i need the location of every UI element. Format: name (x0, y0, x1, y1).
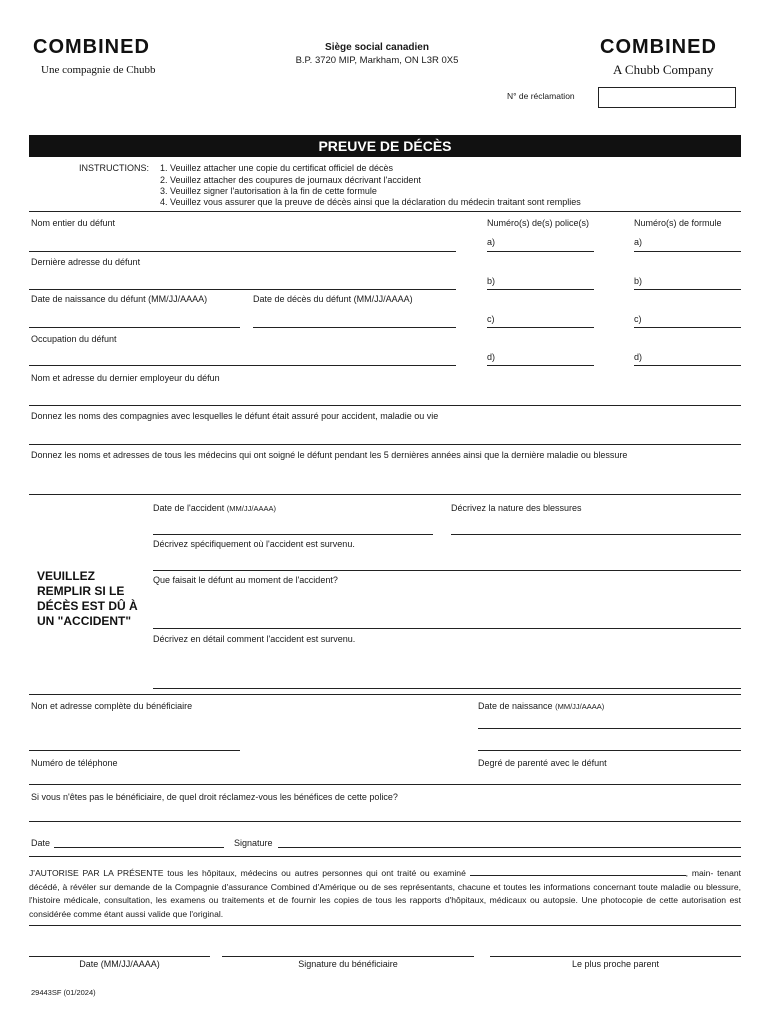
instruction-item: 3. Veuillez signer l'autorisation à la fin de cette formule (160, 186, 377, 196)
deceased-full-name-label: Nom entier du défunt (31, 218, 116, 228)
form-numbers-label: Numéro(s) de formule (634, 218, 722, 228)
claim-right-label: Si vous n'êtes pas le bénéficiaire, de quel droit réclamez-vous les bénéfices de cette police? (31, 792, 398, 802)
authorization-text-1-end: , main- (685, 868, 714, 878)
divider (29, 856, 741, 857)
accident-description-label: Décrivez en détail comment l'accident est survenu. (153, 634, 356, 644)
accident-date-label (153, 503, 276, 513)
deceased-birth-date-field[interactable] (29, 327, 240, 328)
form-letter: b) (634, 276, 643, 286)
claim-right-field[interactable] (29, 821, 741, 822)
form-field-b[interactable] (634, 289, 741, 290)
authorization-lead: J'AUTORISE PAR LA PRÉSENTE (29, 868, 164, 878)
form-field-c[interactable] (634, 327, 741, 328)
office-address: B.P. 3720 MIP, Markham, ON L3R 0X5 (295, 55, 459, 66)
policy-letter: c) (487, 314, 495, 324)
form-field-a[interactable] (634, 251, 741, 252)
policy-field-a[interactable] (487, 251, 594, 252)
office-title: Siège social canadien (325, 42, 429, 53)
authorization-text-1: tous les hôpitaux, médecins ou autres personnes qui ont traité ou examiné (163, 868, 466, 878)
form-letter: d) (634, 352, 643, 362)
accident-date-text: Date de l'accident (153, 503, 225, 513)
logo-left-tagline: Une compagnie de Chubb (41, 64, 156, 76)
divider (29, 694, 741, 695)
beneficiary-birth-label (478, 701, 604, 711)
policy-numbers-label: Numéro(s) de(s) police(s) (487, 218, 590, 228)
deceased-occupation-field[interactable] (29, 365, 456, 366)
beneficiary-birth-field[interactable] (478, 728, 741, 729)
deceased-last-address-field[interactable] (29, 289, 456, 290)
form-code: 29443SF (01/2024) (31, 988, 96, 997)
form-letter: c) (634, 314, 642, 324)
policy-letter: d) (487, 352, 496, 362)
accident-date-field[interactable] (153, 534, 433, 535)
deceased-full-name-field[interactable] (29, 251, 456, 252)
injuries-field[interactable] (451, 534, 741, 535)
claim-number-field[interactable] (598, 87, 736, 108)
form-letter: a) (634, 237, 643, 247)
employer-field[interactable] (29, 405, 741, 406)
accident-date-format: (MM/JJ/AAAA) (226, 504, 276, 513)
deceased-last-address-label: Dernière adresse du défunt (31, 257, 141, 267)
signature-label: Signature (234, 838, 273, 848)
deceased-death-date-label: Date de décès du défunt (MM/JJ/AAAA) (253, 294, 413, 304)
logo-right-tagline: A Chubb Company (613, 62, 714, 77)
policy-field-b[interactable] (487, 289, 594, 290)
policy-field-d[interactable] (487, 365, 594, 366)
phone-relationship-field[interactable] (29, 784, 741, 785)
date-field[interactable] (54, 847, 224, 848)
auth-beneficiary-caption: Signature du bénéficiaire (298, 959, 398, 969)
phone-label: Numéro de téléphone (31, 758, 118, 768)
auth-next-of-kin-caption: Le plus proche parent (571, 959, 660, 969)
deceased-birth-date-label: Date de naissance du défunt (MM/JJ/AAAA) (31, 294, 208, 304)
accident-location-label: Décrivez spécifiquement où l'accident est survenu. (153, 539, 355, 549)
signature-field[interactable] (278, 847, 741, 848)
instruction-item: 4. Veuillez vous assurer que la preuve de décès ainsi que la déclaration du médecin traitant sont remplies (160, 197, 581, 207)
form-title: PREUVE DE DÉCÈS (29, 135, 741, 157)
deceased-death-date-field[interactable] (253, 327, 456, 328)
beneficiary-birth-format: (MM/JJ/AAAA) (555, 702, 605, 711)
employer-label: Nom et adresse du dernier employeur du défun (31, 373, 220, 383)
insurance-companies-field[interactable] (29, 444, 741, 445)
examined-person-field[interactable] (470, 866, 686, 876)
policy-field-c[interactable] (487, 327, 594, 328)
injuries-label: Décrivez la nature des blessures (451, 503, 582, 513)
relationship-label: Degré de parenté avec le défunt (478, 758, 607, 768)
accident-section-title: VEUILLEZ REMPLIR SI LE DÉCÈS EST DÛ À UN "ACCIDENT" (37, 569, 138, 628)
beneficiary-birth-field-2[interactable] (478, 750, 741, 751)
auth-next-of-kin-field[interactable] (490, 956, 741, 957)
deceased-activity-label: Que faisait le défunt au moment de l'accident? (153, 575, 338, 585)
doctors-field[interactable] (29, 494, 741, 495)
deceased-activity-field[interactable] (153, 628, 741, 629)
instruction-item: 2. Veuillez attacher des coupures de journaux décrivant l'accident (160, 175, 421, 185)
combined-logo-right: COMBINED (600, 36, 717, 58)
deceased-occupation-label: Occupation du défunt (31, 334, 117, 344)
auth-beneficiary-signature-field[interactable] (222, 956, 474, 957)
authorization-paragraph (29, 866, 741, 921)
divider (29, 211, 741, 212)
insurance-companies-label: Donnez les noms des compagnies avec lesquelles le défunt était assuré pour accident, maladie ou vie (31, 411, 439, 421)
doctors-label: Donnez les noms et adresses de tous les médecins qui ont soigné le défunt pendant les 5 dernières années ainsi que la dernière maladie ou blessure (31, 450, 628, 460)
accident-location-field[interactable] (153, 570, 741, 571)
combined-logo-left: COMBINED (33, 36, 150, 58)
beneficiary-name-label: Non et adresse complète du bénéficiaire (31, 701, 193, 711)
beneficiary-name-field[interactable] (29, 750, 240, 751)
auth-date-caption: Date (MM/JJ/AAAA) (79, 959, 160, 969)
date-label: Date (31, 838, 51, 848)
divider (29, 925, 741, 926)
policy-letter: b) (487, 276, 496, 286)
policy-letter: a) (487, 237, 496, 247)
form-field-d[interactable] (634, 365, 741, 366)
accident-description-field[interactable] (153, 688, 741, 689)
instructions-label: INSTRUCTIONS: (79, 163, 150, 173)
auth-date-field[interactable] (29, 956, 210, 957)
authorization-text-2: tenant décédé, à révéler sur demande de la Compagnie d'assurance Combined d'Amérique ou de ses représentants, chacune et toutes les informations concernant toute maladie ou blessure, l'histoire médicale, consultation, les examens ou traitements et de fournir les copies de tous les rapports d'hôpitaux, médicaux ou autopsie. Une photocopie de cette autorisation est considérée comme étant aussi valide que l'original. (29, 868, 742, 919)
beneficiary-birth-text: Date de naissance (478, 701, 553, 711)
claim-number-label: N° de réclamation (507, 91, 575, 101)
instruction-item: 1. Veuillez attacher une copie du certificat officiel de décès (160, 163, 393, 173)
